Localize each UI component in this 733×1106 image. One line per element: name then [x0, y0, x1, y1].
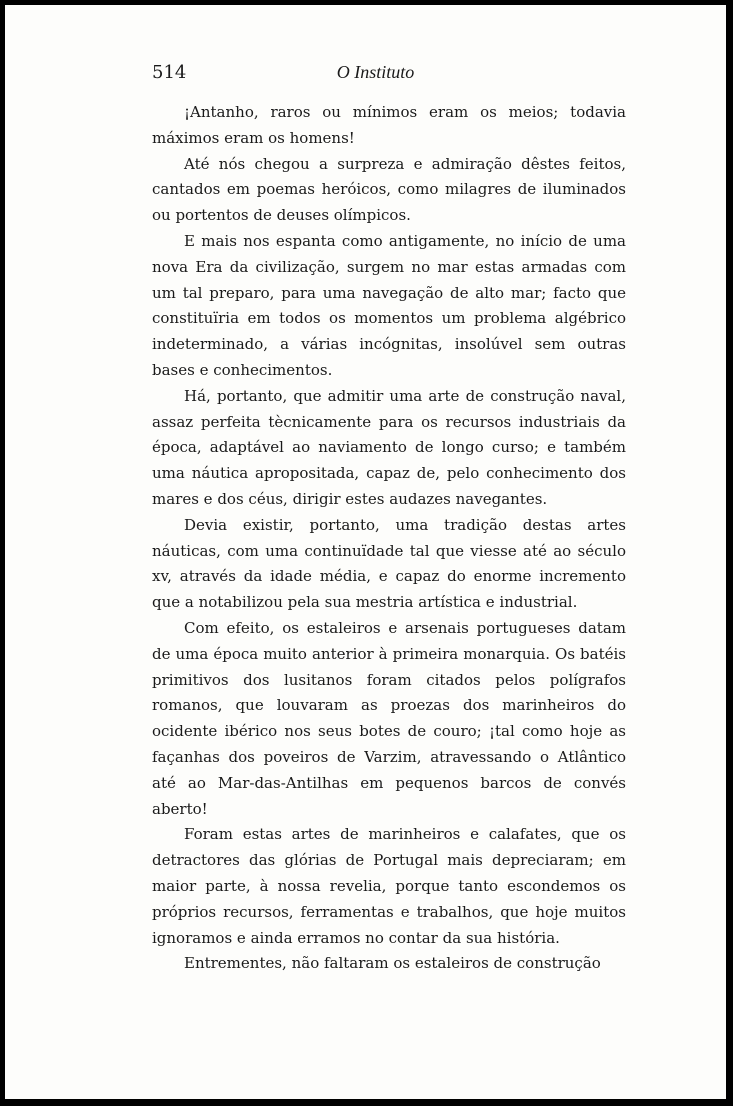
- page-header: [5, 62, 726, 92]
- running-title: O Instituto: [336, 62, 415, 82]
- page-number: 514: [152, 62, 187, 83]
- paragraph: Até nós chegou a surpreza e admiração dêstes feitos, cantados em poemas heróicos, como milagres de iluminados ou portentos de deuses olímpicos.: [152, 154, 626, 225]
- body-text: [152, 100, 626, 977]
- book-page: [5, 5, 726, 1099]
- paragraph: Há, portanto, que admitir uma arte de construção naval, assaz perfeita tècnicamente para os recursos industriais da época, adaptável ao naviamento de longo curso; e também uma náutica apropositada, capaz de, pelo conhecimento dos mares e dos céus, dirigir estes audazes navegantes.: [152, 386, 626, 508]
- paragraph: Entrementes, não faltaram os estaleiros de construção: [184, 954, 601, 973]
- paragraph: Foram estas artes de marinheiros e calafates, que os detractores das glórias de Portugal mais depreciaram; em maior parte, à nossa revelia, porque tanto escondemos os próprios recursos, ferramentas e trabalhos, que hoje muitos ignoramos e ainda erramos no contar da sua história.: [152, 825, 626, 947]
- paragraph: Com efeito, os estaleiros e arsenais portugueses datam de uma época muito anterior à primeira monarquia. Os batéis primitivos dos lusitanos foram citados pelos polígrafos romanos, que louvaram as proezas dos marinheiros do ocidente ibérico nos seus botes de couro; ¡tal como hoje as façanhas dos poveiros de Varzim, atravessando o Atlântico até ao Mar-das-Antilhas em pequenos barcos de convés aberto!: [152, 618, 626, 818]
- paragraph: Devia existir, portanto, uma tradição destas artes náuticas, com uma continuïdade tal que viesse até ao século xv, através da idade média, e capaz do enorme incremento que a notabilizou pela sua mestria artística e industrial.: [152, 515, 626, 612]
- paragraph: E mais nos espanta como antigamente, no início de uma nova Era da civilização, surgem no mar estas armadas com um tal preparo, para uma navegação de alto mar; facto que constituïria em todos os momentos um problema algébrico indeterminado, a várias incógnitas, insolúvel sem outras bases e conhecimentos.: [152, 231, 626, 379]
- paragraph: ¡Antanho, raros ou mínimos eram os meios; todavia máximos eram os homens!: [152, 103, 626, 147]
